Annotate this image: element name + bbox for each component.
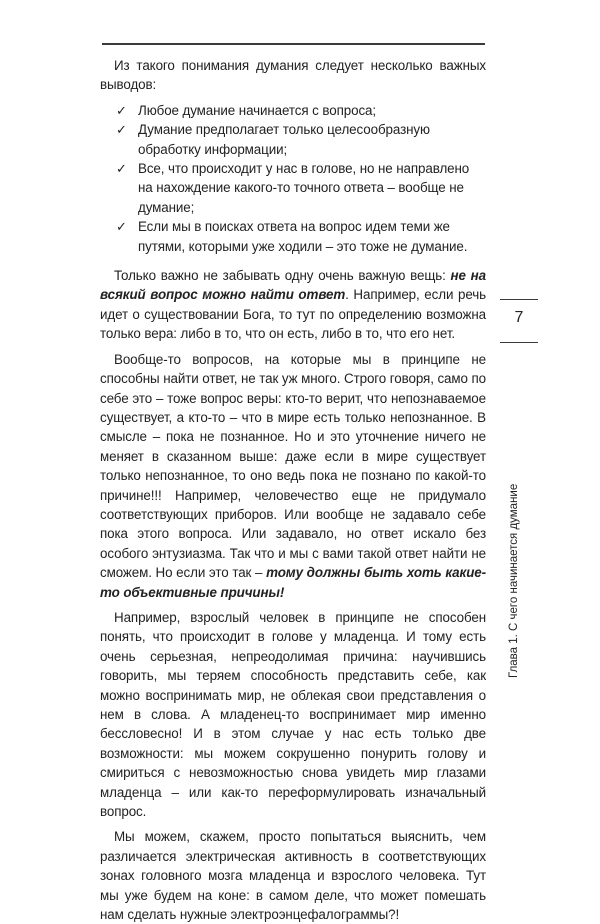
paragraph-4: Мы можем, скажем, просто попытаться выяснить, чем различается электрическая активность в соответствующих зонах головного мозга младенца и взрослого человека. Тут мы уже будем на коне: в самом деле, что может помешать нам сделать нужные электроэнцефалограммы?! [100,829,486,923]
list-item-text: Думание предполагает только целесообразную обработку информации; [138,122,430,157]
paragraph-3: Например, взрослый человек в принципе не способен понять, что происходит в голове у младенца. И тому есть очень серьезная, непреодолимая причина: научившись говорить, мы теряем способность представить себе, как можно воспринимать мир, не облекая свои представления о нем в слова. А младенец-то воспринимает мир именно бессловесно! И в этом случае у нас есть только две возможности: мы можем сокрушенно понурить голову и смириться с невозможностью снова увидеть мир глазами младенца – или как-то переформулировать изначальный вопрос. [100,609,486,820]
paragraph-1 [100,266,486,344]
paragraph-2 [100,350,486,602]
list-item [100,101,486,120]
paragraph-1-text: Только важно не забывать одну очень важную вещь: [114,268,451,284]
header-rule [102,43,485,45]
checkmark-icon: ✓ [116,219,127,235]
emphasis-text: не на всякий вопрос можно найти ответ [100,268,486,303]
checkmark-icon: ✓ [116,122,127,138]
list-item [100,120,486,159]
intro-paragraph: Из такого понимания думания следует несколько важных выводов: [100,58,486,93]
list-item-text: Любое думание начинается с вопроса; [138,102,377,118]
list-item-text: Все, что происходит у нас в голове, но не направлено на нахождение какого-то точного ответа – вообще не думание; [138,161,470,215]
conclusions-list [100,101,486,256]
page-number-rule-top [500,299,538,300]
chapter-running-title: Глава 1. С чего начинается думание [508,483,520,678]
page-number: 7 [514,309,524,326]
page-body [100,56,486,924]
list-item [100,159,486,217]
checkmark-icon: ✓ [116,161,127,177]
emphasis-text: тому должны быть хоть какие-то объективные причины! [100,565,486,600]
paragraph-1-text-end: . Например, если речь идет о существовании Бога, то тут по определению возможна только вера: либо в то, что он есть, либо в то, что его нет. [100,287,486,342]
page-number-rule-bottom [500,342,538,343]
list-item [100,217,486,256]
checkmark-icon: ✓ [116,102,127,118]
paragraph-2-text: Вообще-то вопросов, на которые мы в принципе не способны найти ответ, не так уж много. Строго говоря, само по себе это – тоже вопрос веры: кто-то верит, что непознаваемое существует, а кто-то – что в мире есть только непознанное. В смысле – пока не познанное. Но и это уточнение ничего не меняет в сказанном выше: даже если в мире существует только непознанное, то оно ведь пока не познано по какой-то причине!!! Например, человечество еще не придумало соответствующих приборов. Или вообще не задавало себе пока этого вопроса. Или задавало, но ответ искало без особого энтузиазма. Так что и мы с вами такой ответ найти не сможем. Но если это так – [100,351,486,581]
list-item-text: Если мы в поисках ответа на вопрос идем теми же путями, которыми уже ходили – это тоже не думание. [138,219,468,254]
